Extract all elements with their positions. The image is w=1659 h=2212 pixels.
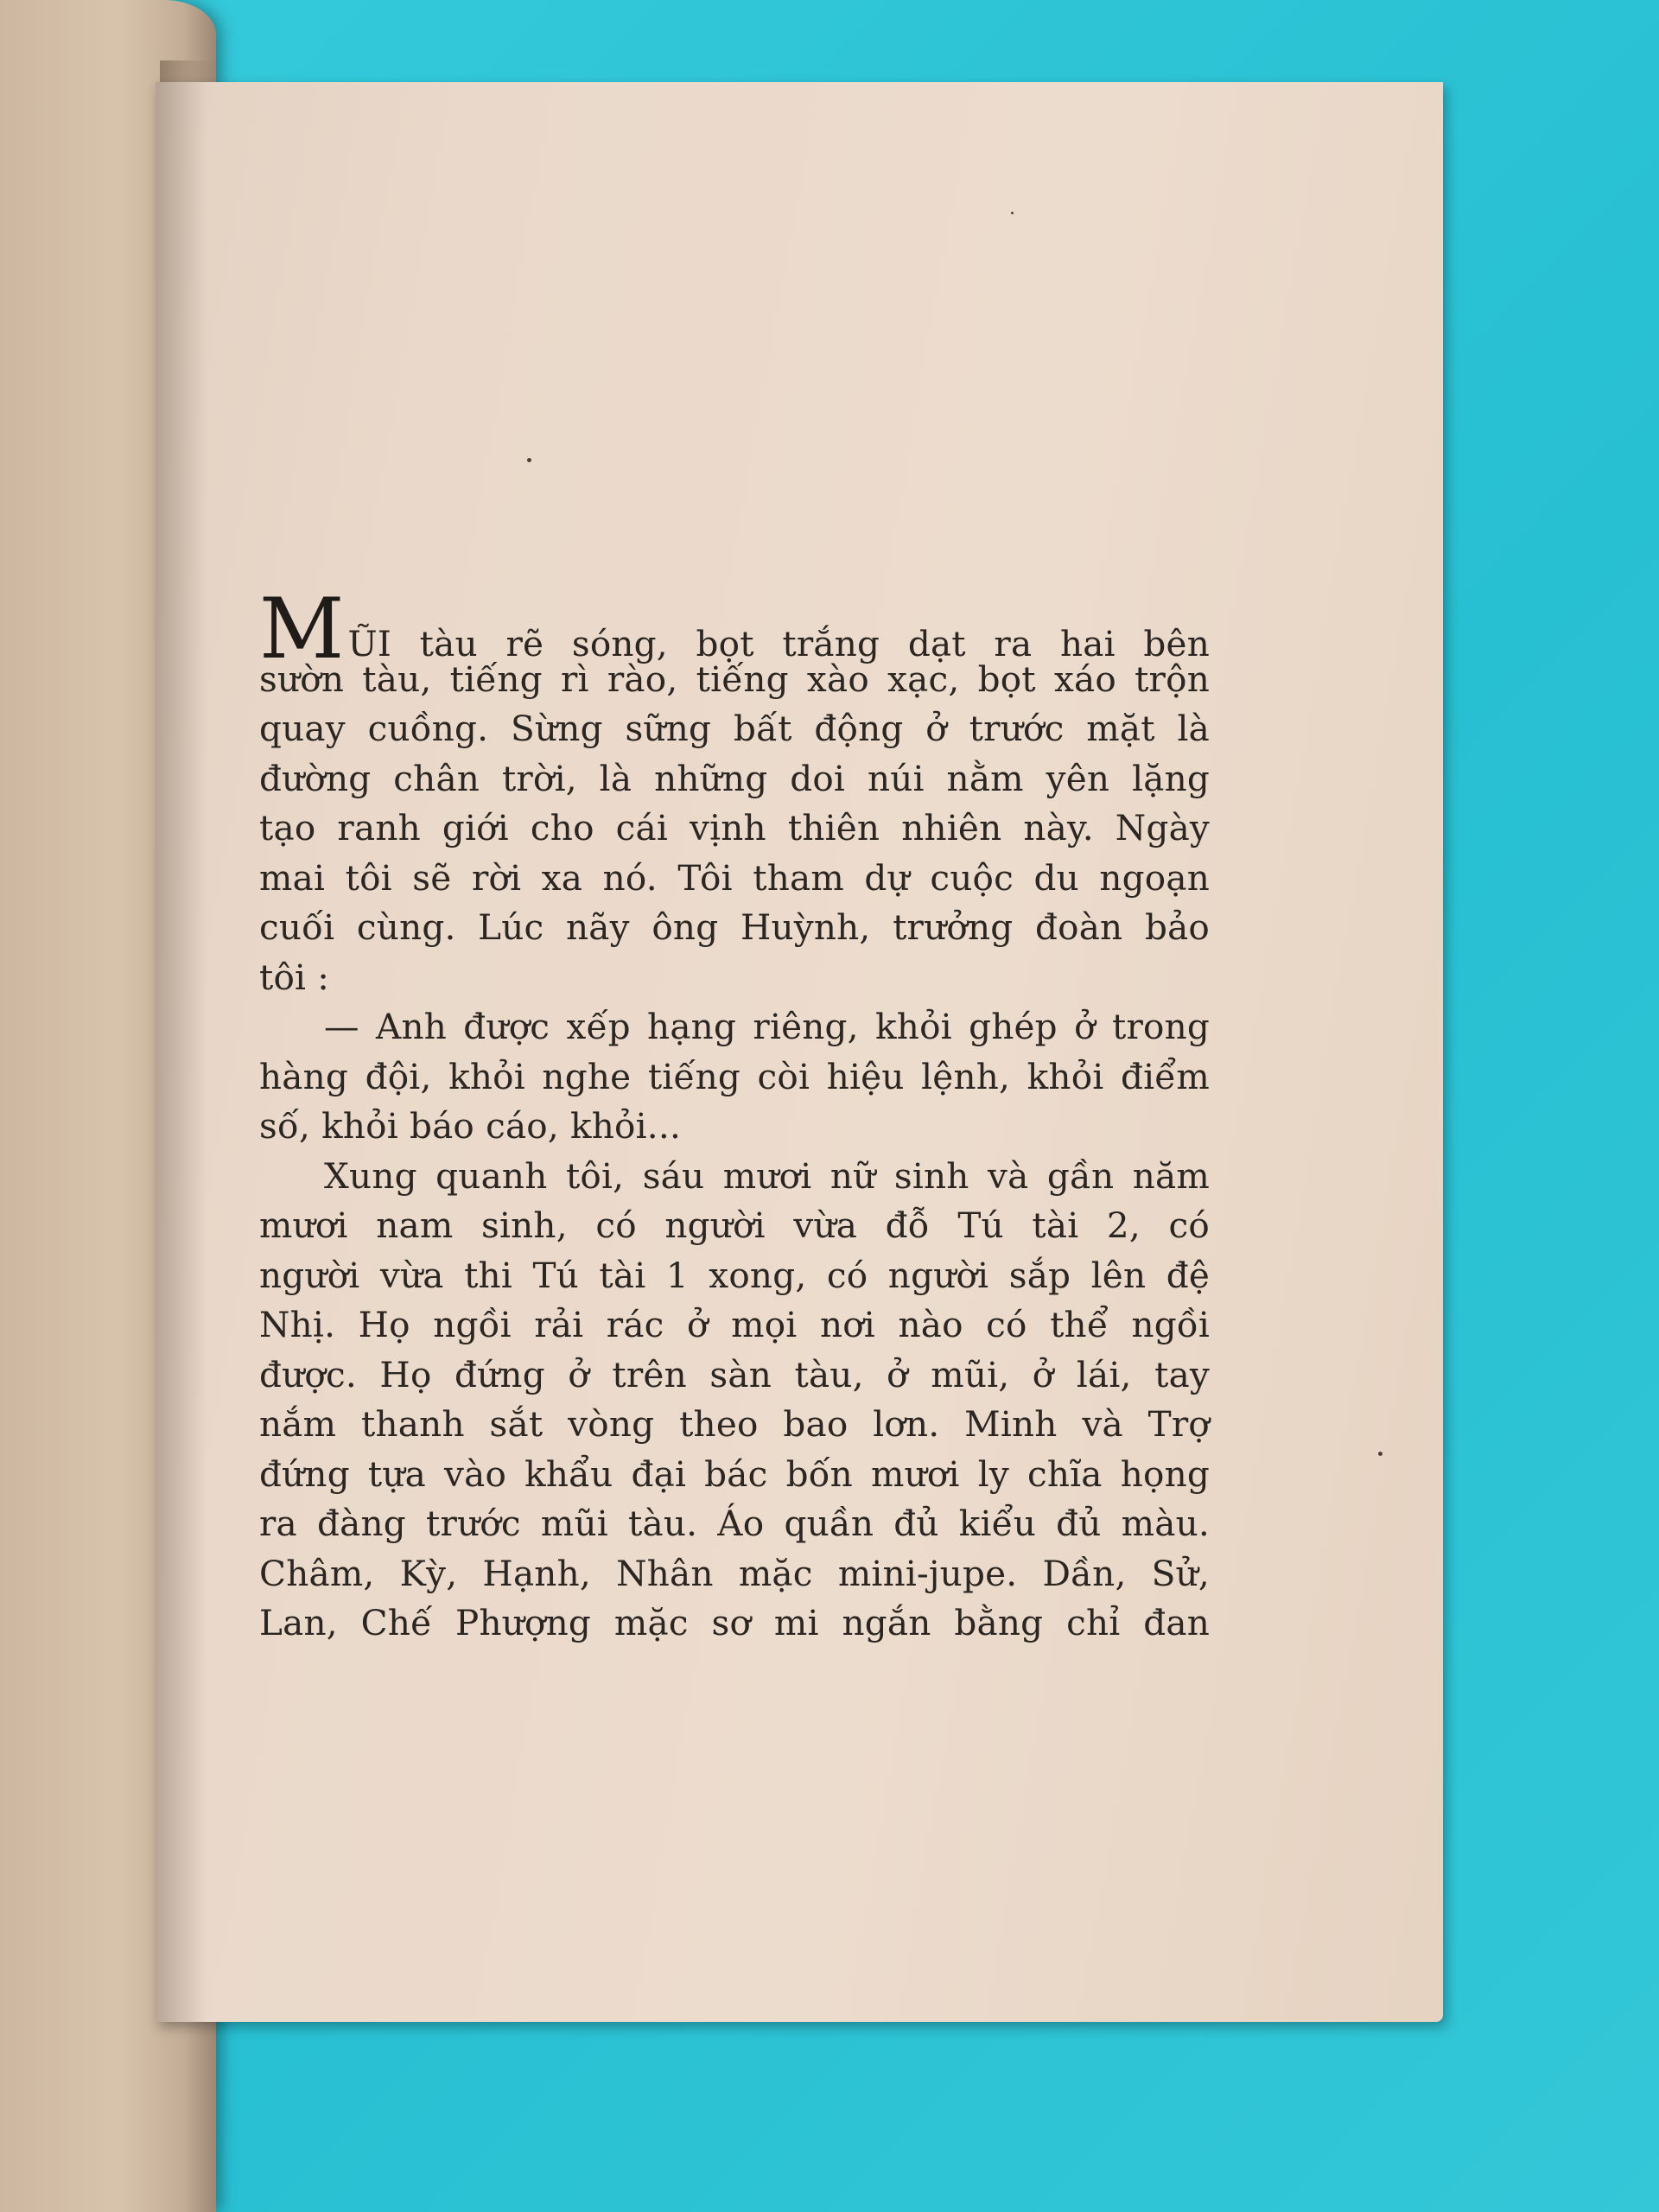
text-line bbox=[259, 581, 1210, 677]
text-line: nắm thanh sắt vòng theo bao lơn. Minh và Trợ bbox=[259, 1403, 1210, 1445]
drop-cap: M bbox=[259, 581, 345, 677]
text-line: người vừa thi Tú tài 1 xong, có người sắp lên đệ bbox=[259, 1254, 1210, 1296]
text-line: mươi nam sinh, có người vừa đỗ Tú tài 2, có bbox=[259, 1205, 1210, 1246]
text-line: Châm, Kỳ, Hạnh, Nhân mặc mini-jupe. Dần, Sử, bbox=[259, 1552, 1210, 1594]
text-line: hàng đội, khỏi nghe tiếng còi hiệu lệnh, khỏi điểm bbox=[259, 1055, 1210, 1097]
paper-speck bbox=[1011, 212, 1014, 214]
text-line: quay cuồng. Sừng sững bất động ở trước mặt là bbox=[259, 708, 1210, 749]
text-line: đứng tựa vào khẩu đại bác bốn mươi ly chĩa họng bbox=[259, 1452, 1210, 1495]
text-line: — Anh được xếp hạng riêng, khỏi ghép ở trong bbox=[324, 1006, 1210, 1047]
line-text: ŨI tàu rẽ sóng, bọt trắng dạt ra hai bên bbox=[347, 623, 1210, 664]
page-fold-shadow bbox=[156, 82, 207, 2022]
text-line: mai tôi sẽ rời xa nó. Tôi tham dự cuộc du ngoạn bbox=[259, 856, 1210, 899]
text-line: Xung quanh tôi, sáu mươi nữ sinh và gần năm bbox=[324, 1154, 1210, 1197]
paper-speck bbox=[527, 458, 531, 462]
text-line: ra đàng trước mũi tàu. Áo quần đủ kiểu đủ màu. bbox=[259, 1503, 1210, 1544]
text-line: được. Họ đứng ở trên sàn tàu, ở mũi, ở lái, tay bbox=[259, 1353, 1210, 1395]
text-line: cuối cùng. Lúc nãy ông Huỳnh, trưởng đoàn bảo bbox=[259, 906, 1210, 948]
text-line: đường chân trời, là những doi núi nằm yên lặng bbox=[259, 757, 1210, 799]
text-line: Lan, Chế Phượng mặc sơ mi ngắn bằng chỉ đan bbox=[259, 1602, 1210, 1643]
text-line: Nhị. Họ ngồi rải rác ở mọi nơi nào có thể ngồi bbox=[259, 1304, 1210, 1345]
text-line: số, khỏi báo cáo, khỏi... bbox=[259, 1105, 682, 1147]
paper-speck bbox=[1378, 1452, 1382, 1456]
book-text-block bbox=[259, 581, 1210, 1649]
text-line: tạo ranh giới cho cái vịnh thiên nhiên này. Ngày bbox=[259, 807, 1210, 849]
text-line: sườn tàu, tiếng rì rào, tiếng xào xạc, bọt xáo trộn bbox=[259, 658, 1210, 700]
text-line: tôi : bbox=[259, 956, 330, 998]
